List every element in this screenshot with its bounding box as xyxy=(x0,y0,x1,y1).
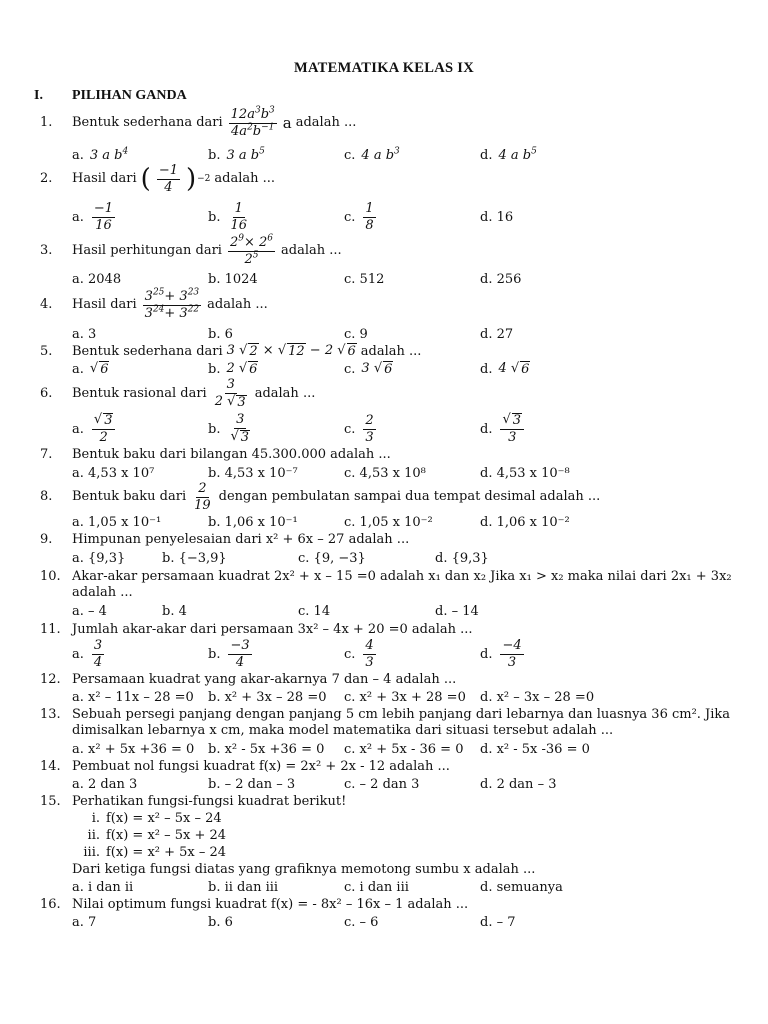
question-text: Bentuk sederhana dari xyxy=(72,343,223,359)
option-b[interactable]: b. 3 a $b^5$ xyxy=(208,146,265,163)
option-d[interactable]: d. 4 a $b^5$ xyxy=(480,146,537,163)
option-b[interactable]: b. 4 xyxy=(162,603,187,619)
options-2 xyxy=(72,202,752,232)
question-15-continuation: Dari ketiga fungsi diatas yang grafiknya memotong sumbu x adalah ... xyxy=(72,862,536,877)
question-number: 3. xyxy=(40,243,53,259)
option-a[interactable]: a. x² + 5x +36 = 0 xyxy=(72,741,195,757)
question-text: Akar-akar persamaan kuadrat 2x² + x – 15 =0 adalah x₁ dan x₂ Jika x₁ > x₂ maka nilai dari 2x₁ + 3x₂ xyxy=(72,569,732,584)
fraction-expression: $\frac{12a^3b^3}{4a^2b^{-1}}$ xyxy=(230,105,275,139)
question-text: Hasil dari xyxy=(72,297,137,313)
option-c[interactable]: c. {9, −3} xyxy=(298,550,366,566)
question-number: 14. xyxy=(40,759,61,774)
option-d[interactable]: d. {9,3} xyxy=(435,550,489,566)
option-a[interactable]: a. x² – 11x – 28 =0 xyxy=(72,689,194,705)
option-d[interactable]: d. x² – 3x – 28 =0 xyxy=(480,689,595,705)
question-text: Himpunan penyelesaian dari x² + 6x – 27 adalah ... xyxy=(72,532,410,547)
option-d[interactable]: d. 2 dan – 3 xyxy=(480,776,557,792)
option-d[interactable]: d. 256 xyxy=(480,271,522,287)
option-b[interactable]: b. {−3,9} xyxy=(162,550,227,566)
option-a[interactable]: a. √ 6 xyxy=(72,361,109,377)
option-b[interactable]: b. x² - 5x +36 = 0 xyxy=(208,741,325,757)
question-6: 6. Bentuk rasional dari 3 2 √ 3 adalah ... xyxy=(40,377,316,410)
option-a[interactable]: a. 1,05 x 10⁻¹ xyxy=(72,514,162,530)
question-11 xyxy=(40,622,740,638)
option-a[interactable]: a. √ 3 2 xyxy=(72,413,117,445)
question-text: Hasil perhitungan dari xyxy=(72,243,222,259)
option-a[interactable]: a. $\frac{-1}{16}$ xyxy=(72,200,114,233)
option-b[interactable]: b. 6 xyxy=(208,914,233,930)
question-4: 4. Hasil dari $\frac{3^{25}+ 3^{23}}{3^{24}+ 3^{22}}$ adalah ... xyxy=(40,287,268,321)
option-c[interactable]: c. x² + 5x - 36 = 0 xyxy=(344,741,464,757)
question-1: 1. Bentuk sederhana dari $\frac{12a^3b^3}{4a^2b^{-1}}$ a adalah ... xyxy=(40,105,357,139)
question-15 xyxy=(40,794,740,810)
option-b[interactable]: b. 1024 xyxy=(208,271,258,287)
list-item: ii. f(x) = x² – 5x + 24 xyxy=(87,828,227,843)
option-a[interactable]: a. – 4 xyxy=(72,603,107,619)
section-heading xyxy=(34,88,187,104)
option-c[interactable]: c. $\frac{4}{3}$ xyxy=(344,637,374,670)
document-title: MATEMATIKA KELAS IX xyxy=(294,60,474,76)
option-b[interactable]: b. 3 √ 3 xyxy=(208,412,250,445)
option-c[interactable]: c. – 2 dan 3 xyxy=(344,776,420,792)
question-text-end: adalah ... xyxy=(254,385,316,401)
list-item: i. f(x) = x² – 5x – 24 xyxy=(91,811,222,826)
option-b[interactable]: b. 2 √ 6 xyxy=(208,361,258,377)
option-d[interactable]: d. 1,06 x 10⁻² xyxy=(480,514,570,530)
question-number: 12. xyxy=(40,672,61,687)
question-2: 2. Hasil dari ( $\frac{-1}{4}$ ) −2 adalah ... xyxy=(40,163,276,195)
option-c[interactable]: c. 9 xyxy=(344,326,368,342)
options-6 xyxy=(72,413,752,445)
option-c[interactable]: c. x² + 3x + 28 =0 xyxy=(344,689,466,705)
option-b[interactable]: b. $\frac{1}{16}$ xyxy=(208,200,248,233)
option-d[interactable]: d. – 14 xyxy=(435,603,479,619)
option-d[interactable]: d. semuanya xyxy=(480,879,563,895)
question-number: 1. xyxy=(40,115,53,131)
question-13 xyxy=(40,707,740,723)
option-c[interactable]: c. i dan iii xyxy=(344,879,409,895)
option-c[interactable]: c. 1,05 x 10⁻² xyxy=(344,514,433,530)
question-5: 5. Bentuk sederhana dari 3 √ 2 × √ 12 − 2 √ 6 adalah ... xyxy=(40,343,422,359)
option-b[interactable]: b. – 2 dan – 3 xyxy=(208,776,296,792)
question-10-continuation: adalah ... xyxy=(72,585,133,600)
question-text: Perhatikan fungsi-fungsi kuadrat berikut! xyxy=(72,794,347,809)
option-a[interactable]: a. {9,3} xyxy=(72,550,126,566)
option-d[interactable]: d. 16 xyxy=(480,209,514,225)
option-d[interactable]: d. 4 √ 6 xyxy=(480,361,530,377)
question-number: 8. xyxy=(40,489,53,505)
option-a[interactable]: a. 2048 xyxy=(72,271,122,287)
options-11 xyxy=(72,638,752,670)
question-text: Jumlah akar-akar dari persamaan 3x² – 4x + 20 =0 adalah ... xyxy=(72,622,473,637)
option-d[interactable]: d. – 7 xyxy=(480,914,516,930)
question-number: 9. xyxy=(40,532,53,547)
option-d[interactable]: d. x² - 5x -36 = 0 xyxy=(480,741,590,757)
option-a[interactable]: a. 7 xyxy=(72,914,97,930)
list-item: iii. f(x) = x² + 5x – 24 xyxy=(83,845,227,860)
option-b[interactable]: b. 6 xyxy=(208,326,233,342)
question-text: Bentuk sederhana dari xyxy=(72,115,223,131)
options-16 xyxy=(72,909,752,935)
option-c[interactable]: c. – 6 xyxy=(344,914,379,930)
question-number: 11. xyxy=(40,622,61,637)
question-text-end: adalah ... xyxy=(360,343,422,359)
section-label: PILIHAN GANDA xyxy=(72,88,187,103)
option-c[interactable]: c. 512 xyxy=(344,271,385,287)
option-b[interactable]: b. ii dan iii xyxy=(208,879,279,895)
options-10 xyxy=(72,598,752,624)
question-number: 4. xyxy=(40,297,53,313)
question-text: Pembuat nol fungsi kuadrat f(x) = 2x² + 2x - 12 adalah ... xyxy=(72,759,450,774)
question-number: 2. xyxy=(40,171,53,187)
option-d[interactable]: d. $\frac{-4}{3}$ xyxy=(480,637,522,670)
option-c[interactable]: c. 4,53 x 10⁸ xyxy=(344,465,426,481)
option-b[interactable]: b. 4,53 x 10⁻⁷ xyxy=(208,465,298,481)
option-d[interactable]: d. √ 3 3 xyxy=(480,413,526,445)
option-c[interactable]: c. $\frac{1}{8}$ xyxy=(344,200,374,233)
question-text-end: adalah ... xyxy=(295,115,357,131)
question-3: 3. Hasil perhitungan dari $\frac{2^9\times 2^6}{2^5}$ adalah ... xyxy=(40,233,342,267)
question-text: Sebuah persegi panjang dengan panjang 5 cm lebih panjang dari lebarnya dan luasnya 36 cm². Jika xyxy=(72,707,731,722)
question-text: Bentuk baku dari bilangan 45.300.000 adalah ... xyxy=(72,447,391,462)
option-a[interactable]: a. 4,53 x 10⁷ xyxy=(72,465,155,481)
option-c[interactable]: c. 3 √ 6 xyxy=(344,361,393,377)
question-text: Nilai optimum fungsi kuadrat f(x) = - 8x² – 16x – 1 adalah ... xyxy=(72,897,469,912)
option-c[interactable]: c. $\frac{2}{3}$ xyxy=(344,412,374,445)
option-a[interactable]: a. 3 a $b^4$ xyxy=(72,146,129,163)
question-10 xyxy=(40,569,740,585)
option-a[interactable]: a. i dan ii xyxy=(72,879,134,895)
option-a[interactable]: a. 3 xyxy=(72,326,97,342)
option-b[interactable]: b. $\frac{-3}{4}$ xyxy=(208,637,250,670)
section-number: I. xyxy=(34,88,43,103)
question-text: Hasil dari xyxy=(72,171,137,187)
question-text-end: adalah ... xyxy=(207,297,268,313)
question-text: Bentuk baku dari xyxy=(72,489,187,505)
option-a[interactable]: a. $\frac{3}{4}$ xyxy=(72,637,103,670)
question-text-end: dengan pembulatan sampai dua tempat desimal adalah ... xyxy=(218,489,601,505)
question-text-end: adalah ... xyxy=(281,243,342,259)
option-d[interactable]: d. 4,53 x 10⁻⁸ xyxy=(480,465,570,481)
option-d[interactable]: d. 27 xyxy=(480,326,514,342)
question-8: 8. Bentuk baku dari $\frac{2}{19}$ dengan pembulatan sampai dua tempat desimal adalah ... xyxy=(40,481,601,513)
function-list xyxy=(78,810,226,861)
option-c[interactable]: c. 4 a $b^3$ xyxy=(344,146,400,163)
option-b[interactable]: b. 1,06 x 10⁻¹ xyxy=(208,514,298,530)
question-13-continuation: dimisalkan lebarnya x cm, maka model matematika dari situasi tersebut adalah ... xyxy=(72,723,614,738)
option-c[interactable]: c. 14 xyxy=(298,603,331,619)
question-number: 13. xyxy=(40,707,61,722)
question-number: 15. xyxy=(40,794,61,809)
question-number: 6. xyxy=(40,385,53,401)
question-text: Bentuk rasional dari xyxy=(72,385,207,401)
question-text: Persamaan kuadrat yang akar-akarnya 7 dan – 4 adalah ... xyxy=(72,672,457,687)
question-number: 10. xyxy=(40,569,61,584)
question-text-end: adalah ... xyxy=(214,171,276,187)
question-number: 16. xyxy=(40,897,61,912)
options-9 xyxy=(72,545,752,571)
question-number: 7. xyxy=(40,447,53,462)
option-a[interactable]: a. 2 dan 3 xyxy=(72,776,138,792)
option-b[interactable]: b. x² + 3x – 28 =0 xyxy=(208,689,327,705)
question-number: 5. xyxy=(40,343,53,359)
